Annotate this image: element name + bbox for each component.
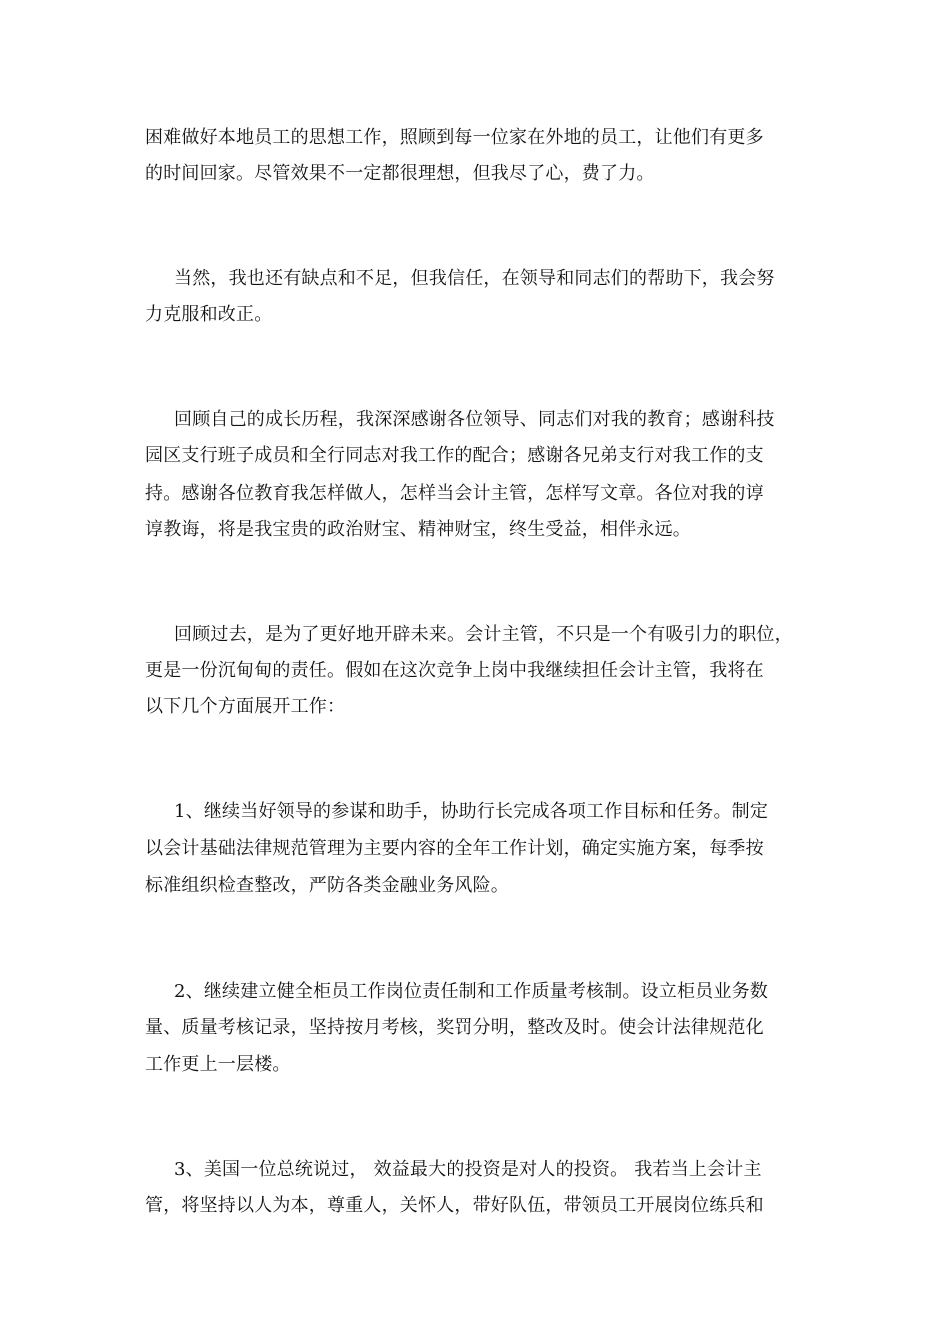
paragraph-6-line-1: 2、继续建立健全柜员工作岗位责任制和工作质量考核制。设立柜员业务数 — [174, 981, 769, 1002]
paragraph-3-line-3: 持。感谢各位教育我怎样做人，怎样当会计主管，怎样写文章。各位对我的谆 — [145, 483, 764, 504]
paragraph-7-line-2: 管，将坚持以人为本，尊重人，关怀人，带好队伍，带领员工开展岗位练兵和 — [145, 1195, 764, 1216]
paragraph-3-line-1: 回顾自己的成长历程，我深深感谢各位领导、同志们对我的教育；感谢科技 — [174, 409, 775, 430]
paragraph-4-line-2: 更是一份沉甸甸的责任。假如在这次竞争上岗中我继续担任会计主管，我将在 — [145, 660, 764, 681]
paragraph-7-line-1: 3、美国一位总统说过， 效益最大的投资是对人的投资。 我若当上会计主 — [174, 1159, 762, 1180]
paragraph-5-line-3: 标准组织检查整改，严防各类金融业务风险。 — [145, 875, 509, 896]
paragraph-4-line-1: 回顾过去，是为了更好地开辟未来。会计主管，不只是一个有吸引力的职位， — [174, 624, 793, 645]
paragraph-4-line-3: 以下几个方面展开工作： — [145, 696, 346, 717]
paragraph-6-line-2: 量、质量考核记录，坚持按月考核，奖罚分明，整改及时。使会计法律规范化 — [145, 1017, 764, 1038]
paragraph-2-line-2: 力克服和改正。 — [145, 304, 273, 325]
paragraph-6-line-3: 工作更上一层楼。 — [145, 1054, 291, 1075]
paragraph-5-line-1: 1、继续当好领导的参谋和助手，协助行长完成各项工作目标和任务。制定 — [174, 801, 769, 822]
paragraph-3-line-2: 园区支行班子成员和全行同志对我工作的配合；感谢各兄弟支行对我工作的支 — [145, 445, 764, 466]
paragraph-5-line-2: 以会计基础法律规范管理为主要内容的全年工作计划，确定实施方案，每季按 — [145, 838, 764, 859]
paragraph-2-line-1: 当然，我也还有缺点和不足，但我信任，在领导和同志们的帮助下，我会努 — [174, 268, 775, 289]
paragraph-1-line-2: 的时间回家。尽管效果不一定都很理想，但我尽了心，费了力。 — [145, 163, 655, 184]
paragraph-3-line-4: 谆教诲，将是我宝贵的政治财宝、精神财宝，终生受益，相伴永远。 — [145, 519, 691, 540]
paragraph-1-line-1: 困难做好本地员工的思想工作，照顾到每一位家在外地的员工，让他们有更多 — [145, 127, 764, 148]
